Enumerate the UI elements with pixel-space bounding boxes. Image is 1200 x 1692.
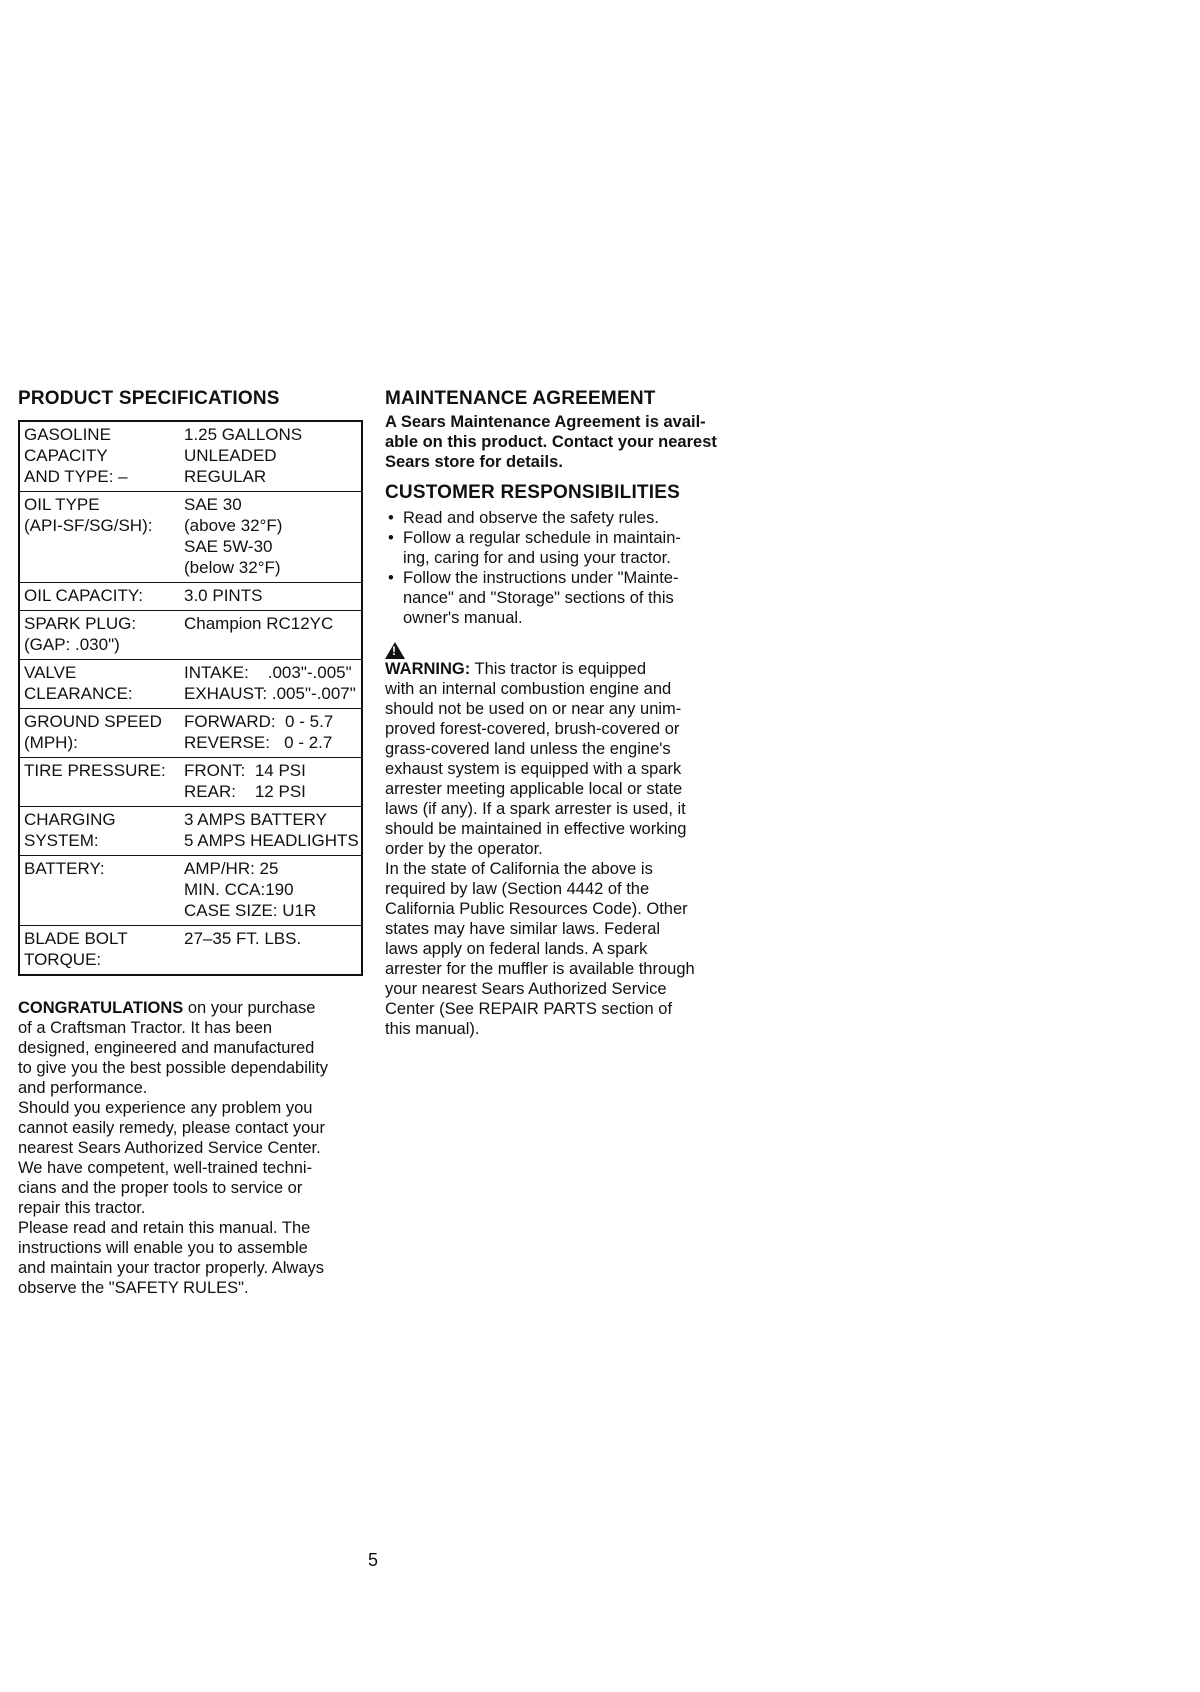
warning-line: should not be used on or near any unim- (385, 700, 682, 718)
congratulations-line: We have competent, well-trained techni- (18, 1159, 313, 1177)
responsibility-line: owner's manual. (403, 609, 523, 627)
spec-row (20, 660, 361, 709)
spec-label (24, 711, 184, 753)
congratulations-line: designed, engineered and manufactured (18, 1039, 315, 1057)
text-line: AND TYPE: – (24, 467, 128, 486)
text-line: OIL TYPE (24, 495, 100, 514)
congratulations-line: Should you experience any problem you (18, 1099, 313, 1117)
congratulations-line: and performance. (18, 1079, 148, 1097)
text-line: TIRE PRESSURE: (24, 761, 166, 780)
text-line: GROUND SPEED (24, 712, 162, 731)
text-line: CLEARANCE: (24, 684, 133, 703)
text-line: GASOLINE (24, 425, 111, 444)
text-line: SPARK PLUG: (24, 614, 137, 633)
text-line: REGULAR (184, 467, 267, 486)
warning-line: required by law (Section 4442 of the (385, 880, 650, 898)
maintenance-line: Sears store for details. (385, 453, 563, 471)
text-line: 27–35 FT. LBS. (184, 929, 302, 948)
spec-value (184, 585, 358, 606)
spec-label (24, 585, 184, 606)
maintenance-line: A Sears Maintenance Agreement is avail- (385, 413, 706, 431)
text-line: Champion RC12YC (184, 614, 334, 633)
spec-row (20, 583, 361, 611)
spec-table (18, 420, 363, 976)
spec-label (24, 613, 184, 655)
responsibility-line: ing, caring for and using your tractor. (403, 549, 671, 567)
spec-value (184, 662, 358, 704)
congratulations-line: observe the "SAFETY RULES". (18, 1279, 249, 1297)
text-line: BLADE BOLT (24, 929, 128, 948)
text-line: (GAP: .030") (24, 635, 120, 654)
spec-label (24, 928, 184, 970)
text-line: SAE 5W-30 (184, 537, 273, 556)
warning-paragraph (385, 642, 730, 1039)
text-line: FORWARD: 0 - 5.7 (184, 712, 334, 731)
page-number: 5 (368, 1550, 379, 1570)
text-line: UNLEADED (184, 446, 277, 465)
text-line: 1.25 GALLONS (184, 425, 303, 444)
spec-value (184, 809, 359, 851)
responsibility-item (385, 568, 730, 628)
maintenance-agreement-text (385, 412, 730, 472)
text-line: 3.0 PINTS (184, 586, 263, 605)
congratulations-line: of a Craftsman Tractor. It has been (18, 1019, 273, 1037)
congratulations-line: nearest Sears Authorized Service Center. (18, 1139, 321, 1157)
bullet-icon: • (388, 569, 394, 587)
text-line: (API-SF/SG/SH): (24, 516, 153, 535)
spec-row (20, 611, 361, 660)
text-line: OIL CAPACITY: (24, 586, 144, 605)
text-line: (above 32°F) (184, 516, 283, 535)
spec-row (20, 709, 361, 758)
congratulations-line (18, 998, 363, 1018)
spec-row (20, 807, 361, 856)
text-line: CASE SIZE: U1R (184, 901, 317, 920)
customer-responsibilities-heading: CUSTOMER RESPONSIBILITIES (385, 482, 680, 503)
spec-row (20, 758, 361, 807)
text-line: REAR: 12 PSI (184, 782, 306, 801)
warning-line: California Public Resources Code). Other (385, 900, 688, 918)
warning-line: this manual). (385, 1020, 480, 1038)
spec-row (20, 856, 361, 926)
spec-row (20, 422, 361, 492)
warning-label: WARNING: (385, 660, 471, 678)
spec-value (184, 613, 358, 655)
text-line: SAE 30 (184, 495, 242, 514)
warning-triangle-icon (385, 642, 405, 659)
text-line: VALVE (24, 663, 77, 682)
spec-label (24, 424, 184, 487)
congratulations-line: repair this tractor. (18, 1199, 146, 1217)
bullet-icon: • (388, 529, 394, 547)
warning-text: This tractor is equipped (470, 660, 647, 678)
congratulations-line: cians and the proper tools to service or (18, 1179, 303, 1197)
spec-value (184, 494, 358, 578)
warning-line: laws apply on federal lands. A spark (385, 940, 648, 958)
text-line: (MPH): (24, 733, 78, 752)
warning-line: should be maintained in effective working (385, 820, 687, 838)
responsibility-item (385, 508, 730, 528)
text-line: 5 AMPS HEADLIGHTS (184, 831, 359, 850)
spec-value (184, 928, 358, 970)
maintenance-agreement-heading: MAINTENANCE AGREEMENT (385, 388, 656, 409)
text-line: CHARGING (24, 810, 116, 829)
text-line: EXHAUST: .005"-.007" (184, 684, 356, 703)
warning-line: order by the operator. (385, 840, 543, 858)
spec-value (184, 711, 358, 753)
text-line: FRONT: 14 PSI (184, 761, 306, 780)
warning-line: laws (if any). If a spark arrester is used, it (385, 800, 686, 818)
spec-row (20, 926, 361, 974)
text-line: (below 32°F) (184, 558, 281, 577)
warning-line: arrester for the muffler is available through (385, 960, 695, 978)
congratulations-title: CONGRATULATIONS (18, 999, 184, 1017)
text-line: SYSTEM: (24, 831, 99, 850)
text-line: 3 AMPS BATTERY (184, 810, 327, 829)
warning-line: grass-covered land unless the engine's (385, 740, 671, 758)
spec-row (20, 492, 361, 583)
responsibility-line: nance" and "Storage" sections of this (403, 589, 674, 607)
congratulations-line: cannot easily remedy, please contact your (18, 1119, 325, 1137)
text-line: CAPACITY (24, 446, 108, 465)
congratulations-section (18, 998, 363, 1298)
responsibility-line: Read and observe the safety rules. (403, 509, 659, 527)
spec-value (184, 760, 358, 802)
responsibilities-list (385, 508, 730, 628)
warning-line (385, 642, 730, 679)
warning-line: proved forest-covered, brush-covered or (385, 720, 680, 738)
bullet-icon: • (388, 509, 394, 527)
warning-line: arrester meeting applicable local or state (385, 780, 683, 798)
warning-line: with an internal combustion engine and (385, 680, 672, 698)
warning-line: exhaust system is equipped with a spark (385, 760, 682, 778)
text-line: REVERSE: 0 - 2.7 (184, 733, 333, 752)
text-line: AMP/HR: 25 (184, 859, 279, 878)
congratulations-line: to give you the best possible dependability (18, 1059, 329, 1077)
warning-line: Center (See REPAIR PARTS section of (385, 1000, 673, 1018)
spec-label (24, 760, 184, 802)
text-line: TORQUE: (24, 950, 102, 969)
congratulations-line: instructions will enable you to assemble (18, 1239, 308, 1257)
congratulations-paragraph (18, 998, 363, 1298)
warning-line: your nearest Sears Authorized Service (385, 980, 667, 998)
product-specifications-heading: PRODUCT SPECIFICATIONS (18, 388, 280, 409)
text-line: INTAKE: .003"-.005" (184, 663, 352, 682)
warning-line: states may have similar laws. Federal (385, 920, 661, 938)
spec-label (24, 809, 184, 851)
responsibility-item (385, 528, 730, 568)
maintenance-line: able on this product. Contact your nearest (385, 433, 717, 451)
responsibility-line: Follow the instructions under "Mainte- (403, 569, 679, 587)
spec-value (184, 858, 358, 921)
left-column (18, 388, 363, 1298)
congratulations-text: on your purchase (183, 999, 316, 1017)
congratulations-line: Please read and retain this manual. The (18, 1219, 311, 1237)
spec-label (24, 494, 184, 578)
spec-value (184, 424, 358, 487)
responsibility-line: Follow a regular schedule in maintain- (403, 529, 681, 547)
congratulations-line: and maintain your tractor properly. Always (18, 1259, 324, 1277)
spec-label (24, 858, 184, 921)
right-column (385, 388, 730, 1039)
spec-label (24, 662, 184, 704)
warning-line: In the state of California the above is (385, 860, 653, 878)
text-line: BATTERY: (24, 859, 105, 878)
text-line: MIN. CCA:190 (184, 880, 294, 899)
